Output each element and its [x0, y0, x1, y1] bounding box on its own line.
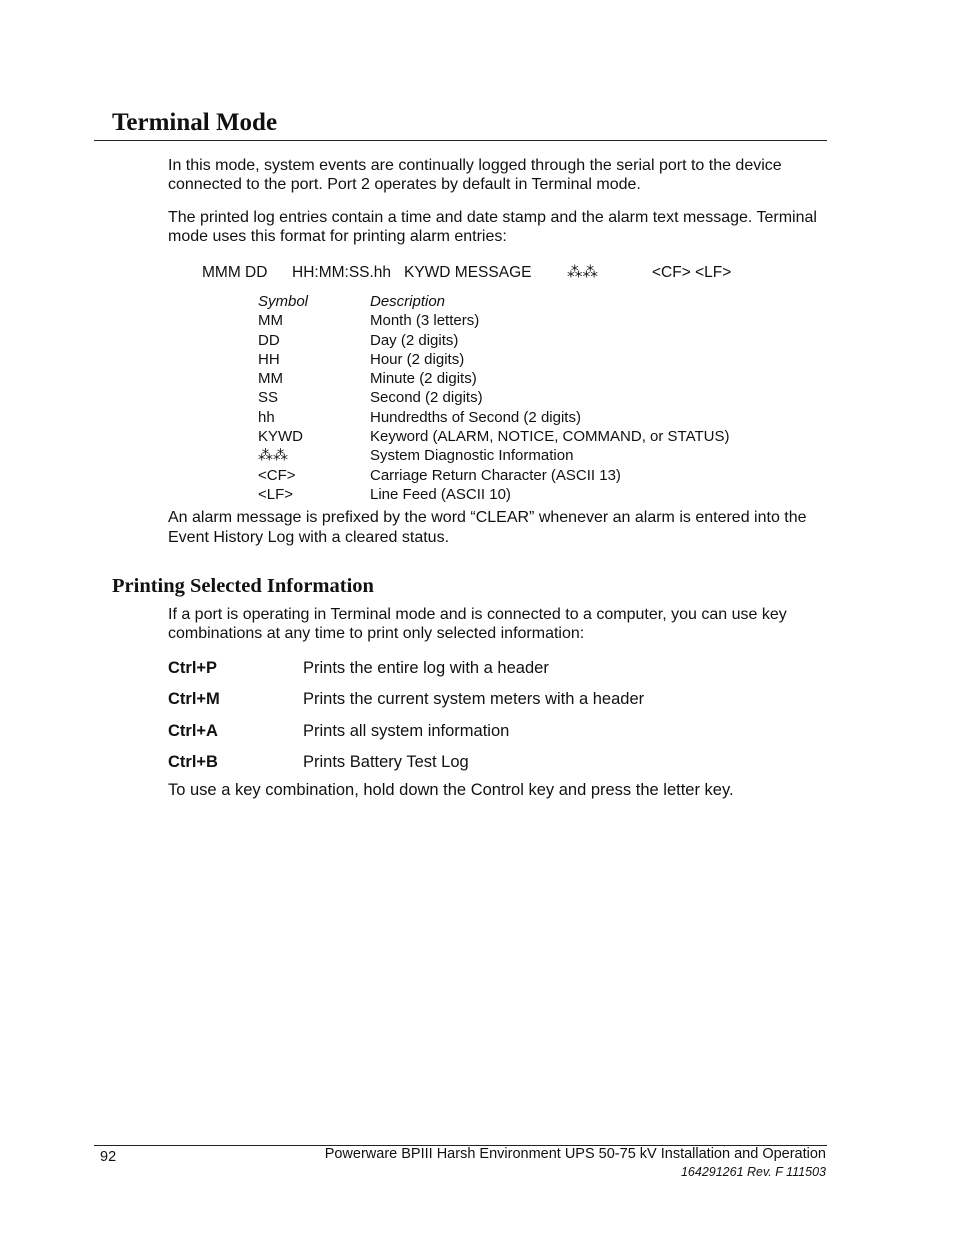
key-combination-note: To use a key combination, hold down the Control key and press the letter key.	[168, 781, 734, 799]
format-time: HH:MM:SS.hh	[292, 264, 392, 281]
description-cell: Keyword (ALARM, NOTICE, COMMAND, or STATUS)	[370, 428, 730, 446]
key-combo-description: Prints the entire log with a header	[303, 659, 549, 677]
symbol-cell: <LF>	[258, 485, 294, 503]
print-intro-paragraph: If a port is operating in Terminal mode and is connected to a computer, you can use key combinations at any time to print only selected information:	[168, 606, 787, 642]
format-terminators: <CF> <LF>	[652, 264, 732, 281]
key-combo-description: Prints all system information	[303, 721, 510, 740]
section-heading: Printing Selected Information	[112, 575, 374, 597]
page-number: 92	[100, 1149, 117, 1165]
symbol-cell: MM	[258, 312, 283, 330]
title-divider	[94, 140, 827, 141]
description-cell: System Diagnostic Information	[370, 447, 574, 465]
description-column-header: Description	[370, 293, 446, 310]
key-combo: Ctrl+P	[168, 659, 218, 677]
description-cell: Hundredths of Second (2 digits)	[370, 408, 581, 426]
log-format-line	[202, 264, 731, 282]
intro-paragraph-1: In this mode, system events are continually logged through the serial port to the device connected to the port. Port 2 operates by default in Terminal mode.	[168, 157, 782, 193]
symbol-column-header: Symbol	[258, 293, 309, 310]
intro-paragraph-2: The printed log entries contain a time and date stamp and the alarm text message. Terminal mode uses this format for printing alarm entries:	[168, 209, 817, 245]
format-date: MMM DD	[202, 264, 268, 281]
footer-document-title: Powerware BPIII Harsh Environment UPS 50-75 kV Installation and Operation	[324, 1146, 826, 1162]
format-diagnostic: ⁂⁂	[567, 264, 598, 281]
description-cell: Line Feed (ASCII 10)	[370, 485, 511, 503]
description-cell: Day (2 digits)	[370, 331, 459, 349]
symbol-cell: SS	[258, 389, 279, 407]
key-combo: Ctrl+A	[168, 721, 218, 740]
symbol-cell: ⁂⁂	[258, 447, 288, 465]
description-cell: Second (2 digits)	[370, 389, 483, 407]
format-message: KYWD MESSAGE	[404, 264, 532, 281]
description-cell: Carriage Return Character (ASCII 13)	[370, 466, 621, 484]
key-combo-description: Prints Battery Test Log	[303, 752, 469, 771]
symbol-cell: KYWD	[258, 428, 303, 446]
symbol-cell: <CF>	[258, 466, 296, 484]
footer-revision: 164291261 Rev. F 111503	[680, 1165, 826, 1179]
key-combo: Ctrl+B	[168, 752, 218, 771]
symbol-cell: hh	[258, 408, 275, 426]
key-combo-description: Prints the current system meters with a header	[303, 690, 645, 709]
clear-note: An alarm message is prefixed by the word “CLEAR” whenever an alarm is entered into the Event History Log with a cleared status.	[168, 509, 807, 546]
key-combo: Ctrl+M	[168, 690, 220, 709]
description-cell: Minute (2 digits)	[370, 370, 477, 388]
symbol-cell: HH	[258, 350, 280, 368]
symbol-cell: MM	[258, 370, 283, 388]
symbol-cell: DD	[258, 331, 280, 349]
description-cell: Hour (2 digits)	[370, 350, 465, 368]
description-cell: Month (3 letters)	[370, 312, 480, 330]
page-title: Terminal Mode	[112, 109, 278, 136]
